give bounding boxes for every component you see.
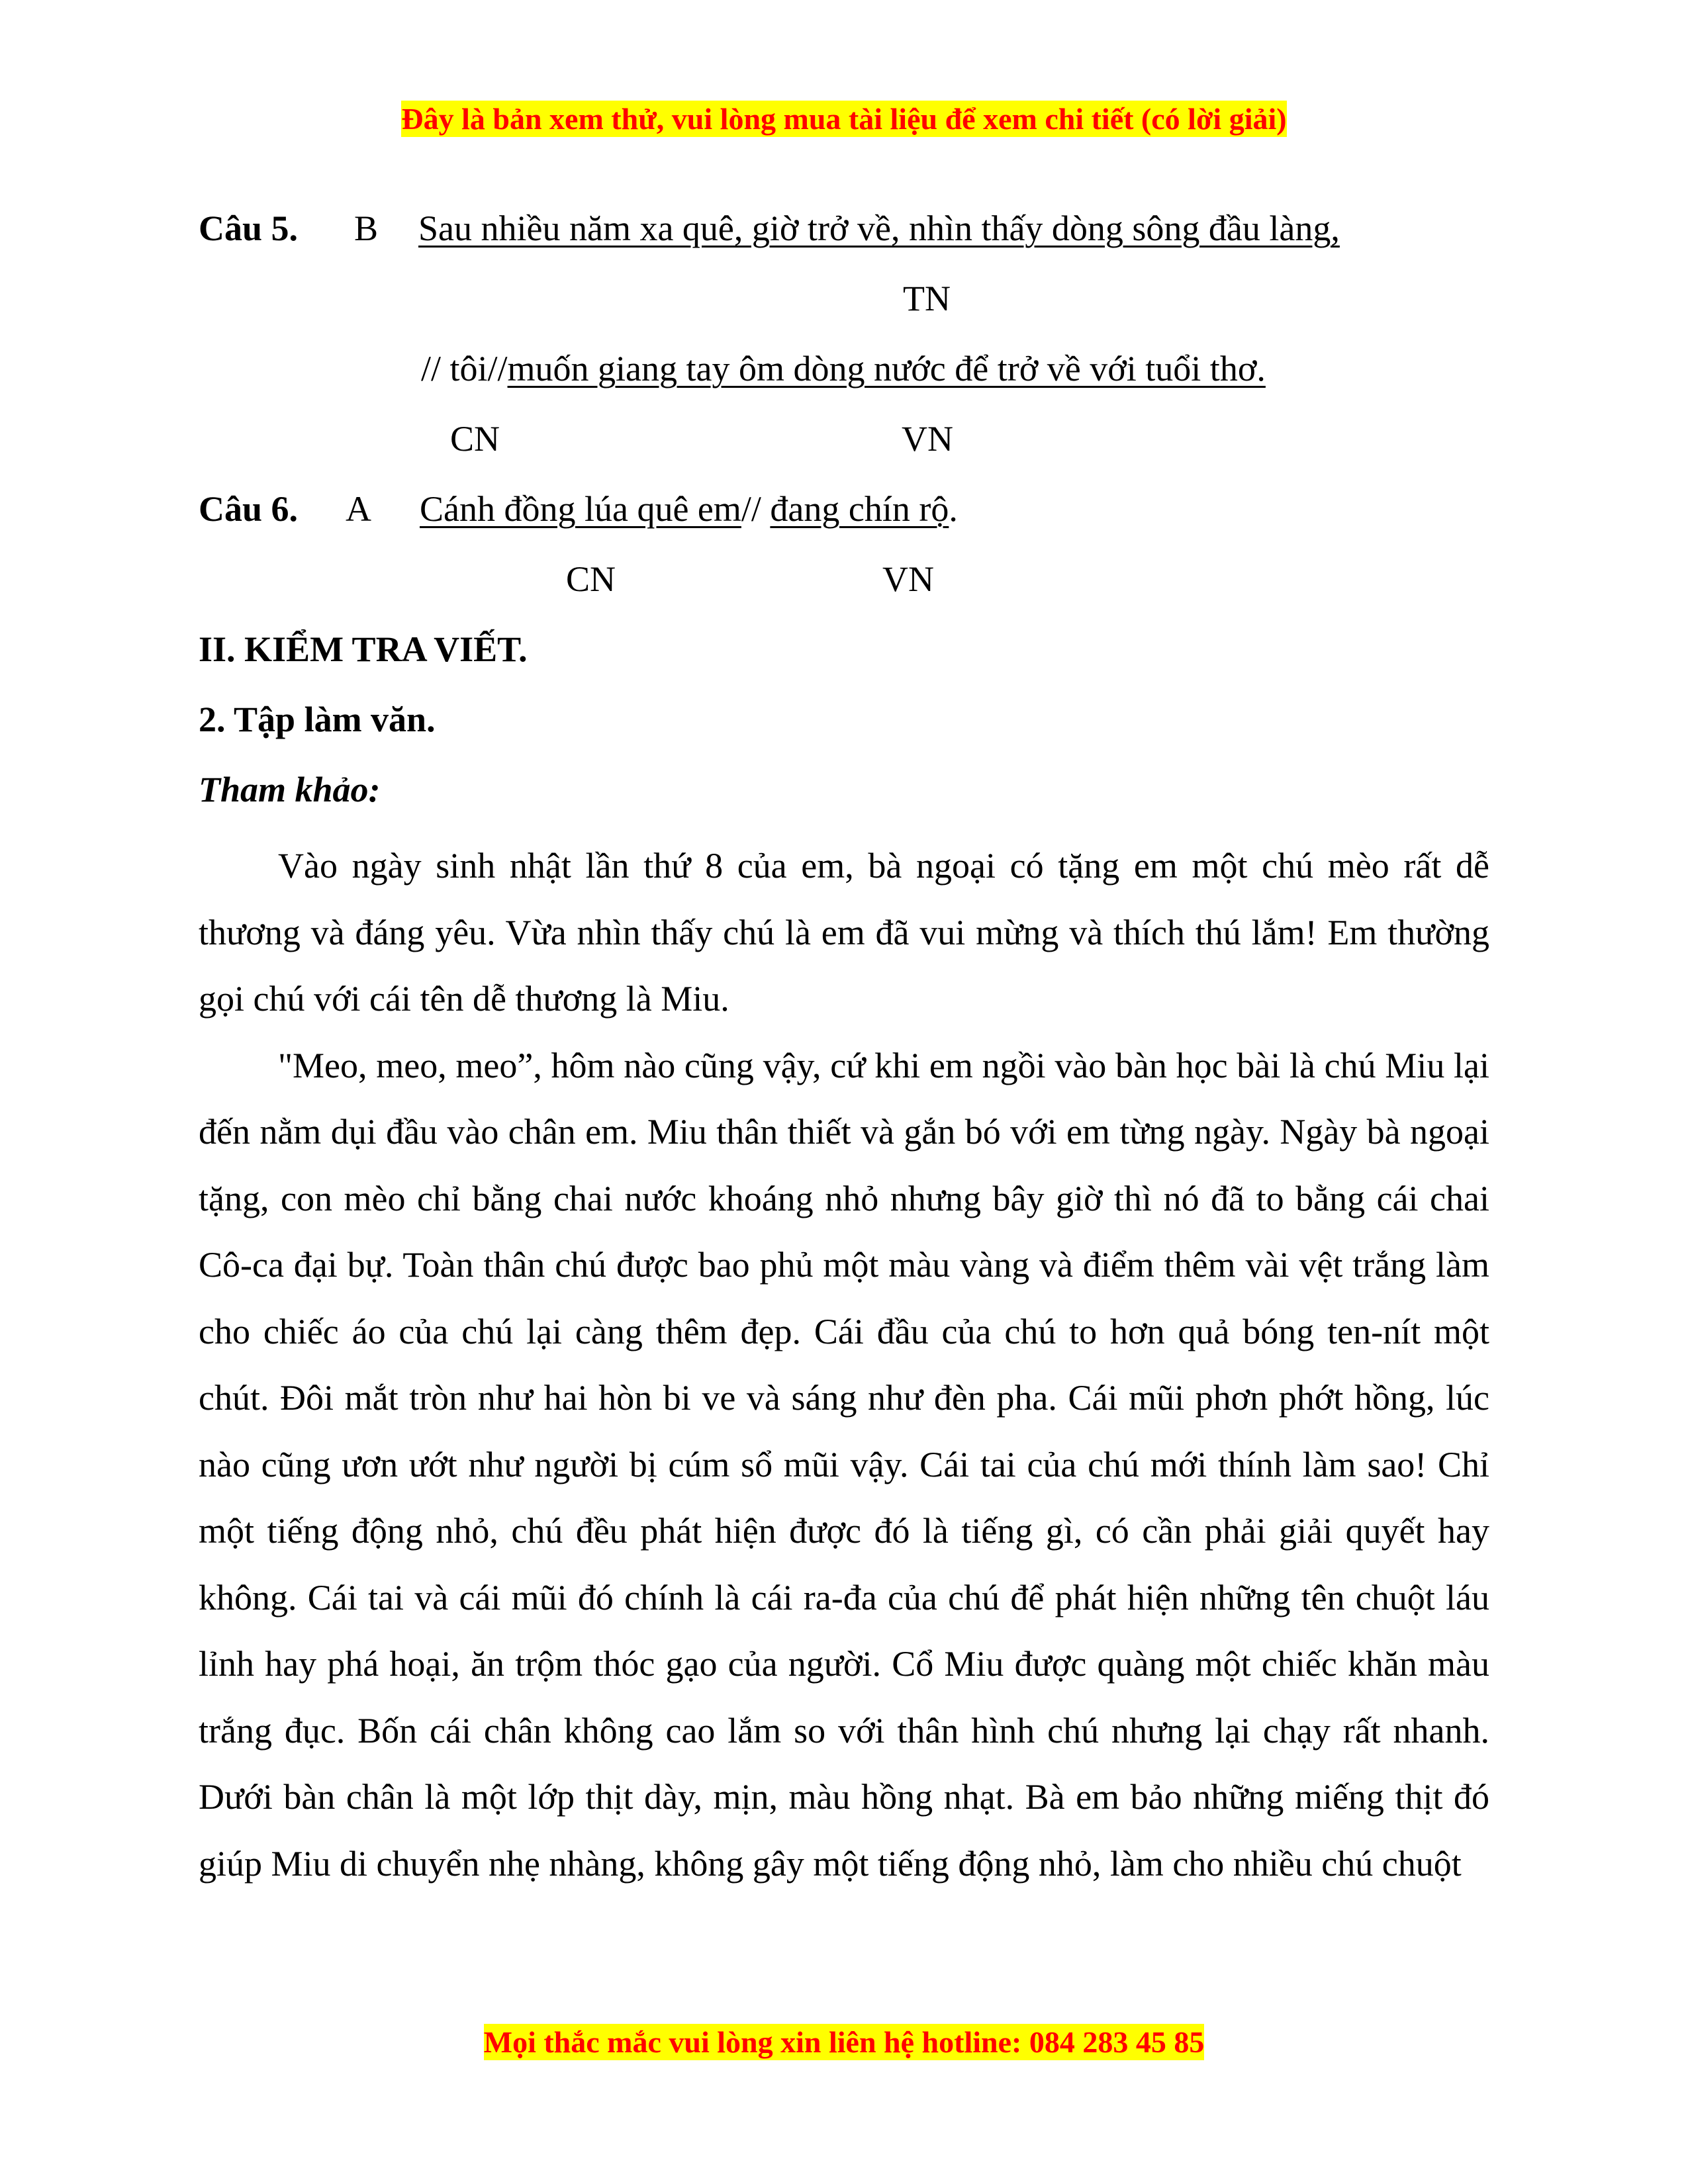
q5-tag-vn: VN bbox=[902, 419, 953, 459]
q5-sentence-line2 bbox=[421, 351, 1266, 387]
q6-predicate: đang chín rộ bbox=[770, 489, 949, 529]
header-notice-text: Đây là bản xem thử, vui lòng mua tài liệu để xem chi tiết (có lời giải) bbox=[401, 102, 1287, 136]
q5-tag-cn: CN bbox=[450, 419, 500, 459]
q6-subject: Cánh đồng lúa quê em bbox=[420, 489, 741, 529]
q5-tag-tn: TN bbox=[903, 279, 951, 318]
section-subtitle: 2. Tập làm văn. bbox=[199, 700, 436, 739]
q6-tag-vn: VN bbox=[882, 559, 934, 599]
footer-notice bbox=[0, 2023, 1688, 2058]
q6-separator: // bbox=[741, 489, 761, 529]
q5-sentence-line1: Sau nhiều năm xa quê, giờ trở về, nhìn thấy dòng sông đầu làng, bbox=[418, 208, 1340, 248]
header-notice bbox=[0, 99, 1688, 135]
section-title: II. KIỂM TRA VIẾT. bbox=[199, 629, 528, 669]
q6-tag-cn: CN bbox=[566, 559, 616, 599]
q5-answer: B bbox=[354, 208, 379, 248]
reference-label: Tham khảo: bbox=[199, 770, 381, 809]
q5-label: Câu 5. bbox=[199, 208, 299, 248]
essay-paragraph: "Meo, meo, meo”, hôm nào cũng vậy, cứ khi em ngồi vào bàn học bài là chú Miu lại đến nằm dụi đầu vào chân em. Miu thân thiết và gắn bó với em từng ngày. Ngày bà ngoại tặng, con mèo chỉ bằng chai nước khoáng nhỏ nhưng bây giờ thì nó đã to bằng cái chai Cô-ca đại bự. Toàn thân chú được bao phủ một màu vàng và điểm thêm vài vệt trắng làm cho chiếc áo của chú lại càng thêm đẹp. Cái đầu của chú to hơn quả bóng ten-nít một chút. Đôi mắt tròn như hai hòn bi ve và sáng như đèn pha. Cái mũi phơn phớt hồng, lúc nào cũng ươn ướt như người bị cúm sổ mũi vậy. Cái tai của chú mới thính làm sao! Chỉ một tiếng động nhỏ, chú đều phát hiện được đó là tiếng gì, có cần phải giải quyết hay không. Cái tai và cái mũi đó chính là cái ra-đa của chú để phát hiện những tên chuột láu lỉnh hay phá hoại, ăn trộm thóc gạo của người. Cổ Miu được quàng một chiếc khăn màu trắng đục. Bốn cái chân không cao lắm so với thân hình chú nhưng lại chạy rất nhanh. Dưới bàn chân là một lớp thịt dày, mịn, màu hồng nhạt. Bà em bảo những miếng thịt đó giúp Miu di chuyển nhẹ nhàng, không gây một tiếng động nhỏ, làm cho nhiều chú chuột bbox=[199, 1045, 1489, 1884]
footer-hotline-text: Mọi thắc mắc vui lòng xin liên hệ hotline: 084 283 45 85 bbox=[483, 2025, 1205, 2059]
q5-subject: // tôi// bbox=[421, 349, 508, 388]
q6-label: Câu 6. bbox=[199, 489, 299, 529]
essay-paragraph: Vào ngày sinh nhật lần thứ 8 của em, bà ngoại có tặng em một chú mèo rất dễ thương và đáng yêu. Vừa nhìn thấy chú là em đã vui mừng và thích thú lắm! Em thường gọi chú với cái tên dễ thương là Miu. bbox=[199, 846, 1489, 1019]
q6-answer: A bbox=[346, 489, 371, 529]
q6-sentence: Cánh đồng lúa quê em// đang chín rộ. bbox=[420, 489, 958, 529]
q5-predicate: muốn giang tay ôm dòng nước để trở về với tuổi thơ. bbox=[507, 349, 1266, 388]
essay-body bbox=[199, 833, 1489, 1897]
